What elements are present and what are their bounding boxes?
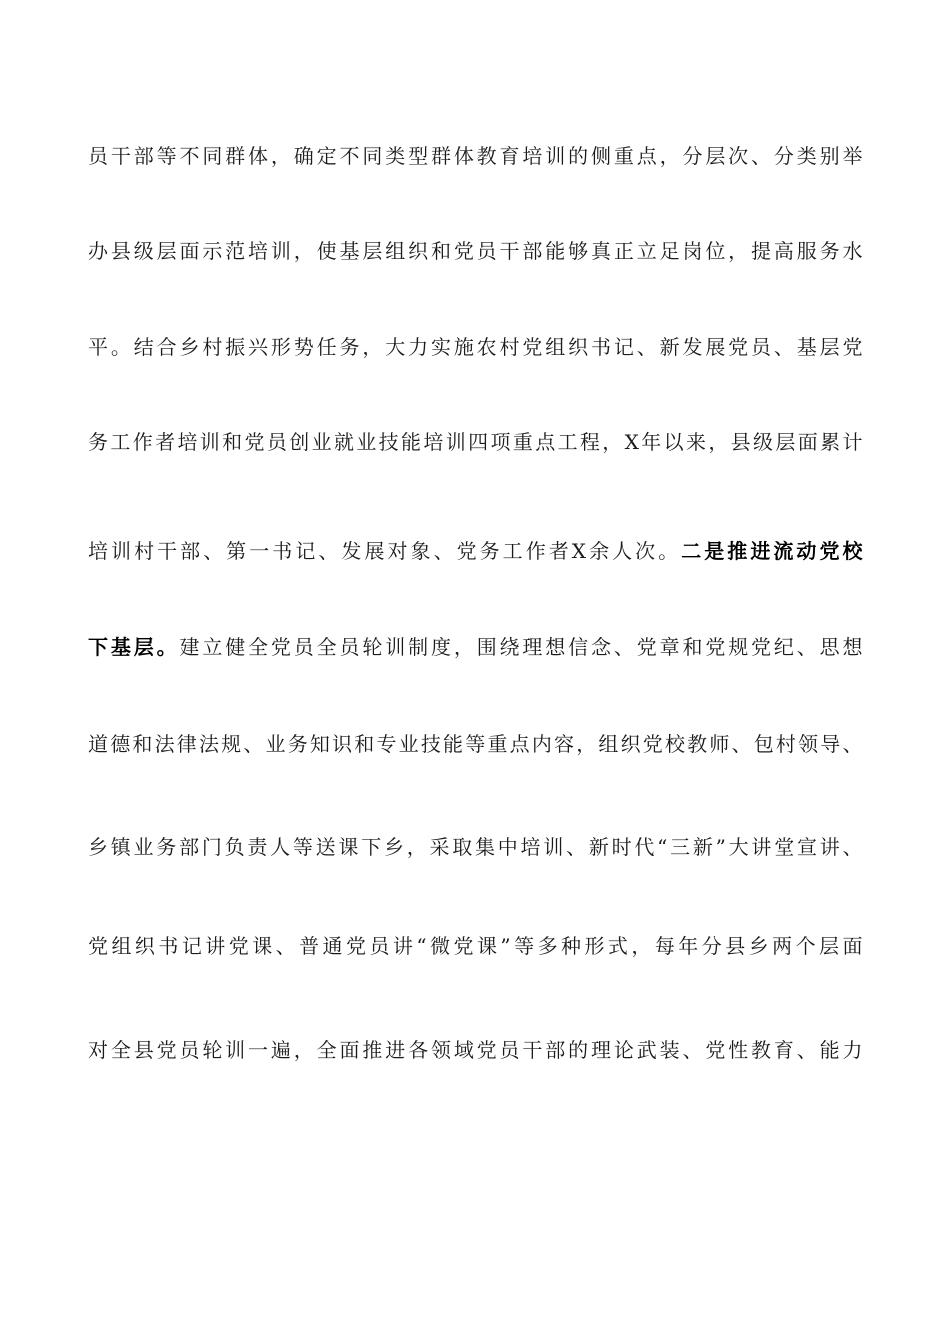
bold-heading-text: 下基层。 [88, 635, 180, 659]
line-text: 道德和法律法规、业务知识和专业技能等重点内容，组织党校教师、包村领导、 [88, 732, 863, 756]
line-text: 务工作者培训和党员创业就业技能培训四项重点工程，X年以来，县级层面累计 [88, 430, 863, 454]
paragraph-line-4 [88, 422, 863, 462]
paragraph-line-3 [88, 327, 863, 367]
line-text: 对全县党员轮训一遍，全面推进各领域党员干部的理论武装、党性教育、能力 [88, 1038, 863, 1062]
line-text: 平。结合乡村振兴形势任务，大力实施农村党组织书记、新发展党员、基层党 [88, 335, 863, 359]
paragraph-line-5 [88, 531, 863, 571]
paragraph-line-10 [88, 1030, 863, 1070]
line-text: 乡镇业务部门负责人等送课下乡，采取集中培训、新时代“三新”大讲堂宣讲、 [88, 835, 863, 859]
paragraph-line-7 [88, 724, 863, 764]
paragraph-line-8 [88, 827, 863, 867]
line-text: 建立健全党员全员轮训制度，围绕理想信念、党章和党规党纪、思想 [179, 635, 864, 659]
line-text: 培训村干部、第一书记、发展对象、党务工作者X余人次。 [88, 539, 682, 563]
line-text: 党组织书记讲党课、普通党员讲“微党课”等多种形式，每年分县乡两个层面 [88, 934, 863, 958]
line-text: 员干部等不同群体，确定不同类型群体教育培训的侧重点，分层次、分类别举 [88, 144, 863, 168]
bold-heading-text: 二是推进流动党校 [681, 539, 863, 563]
paragraph-line-1 [88, 136, 863, 176]
paragraph-line-9 [88, 926, 863, 966]
paragraph-line-6 [88, 627, 863, 667]
line-text: 办县级层面示范培训，使基层组织和党员干部能够真正立足岗位，提高服务水 [88, 239, 863, 263]
paragraph-line-2 [88, 231, 863, 271]
